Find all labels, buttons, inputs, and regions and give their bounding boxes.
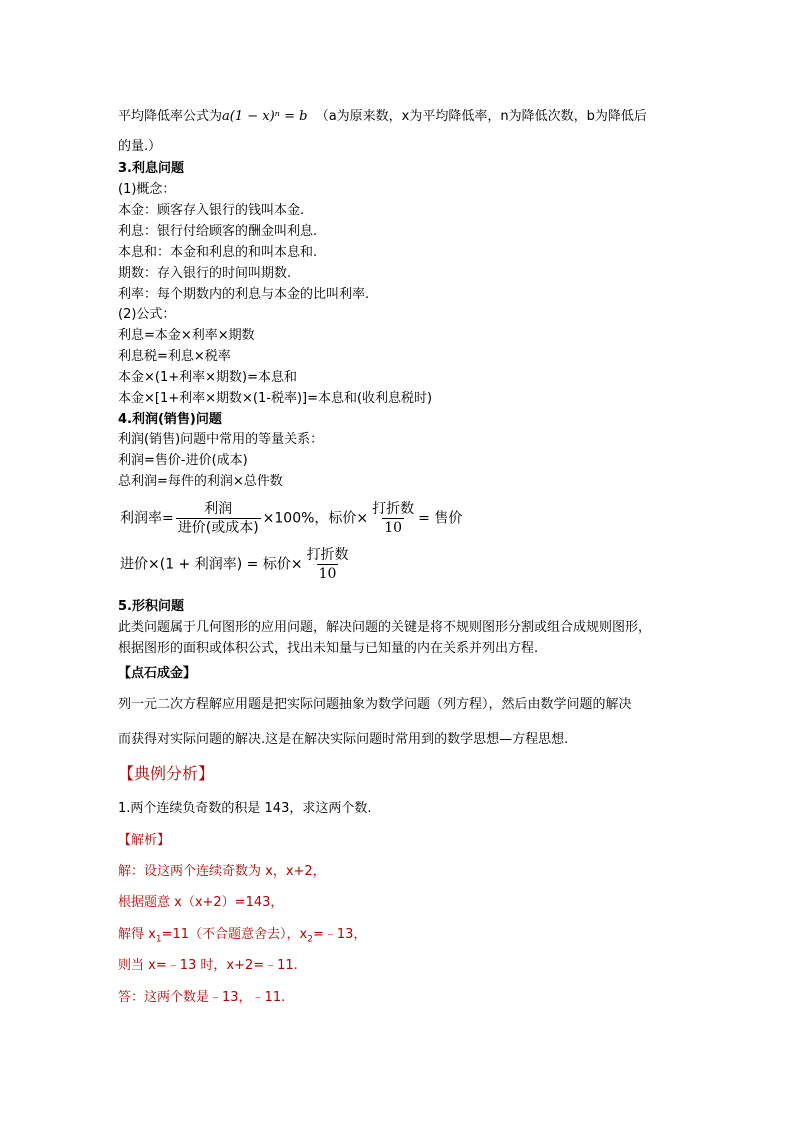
- formula-line: 利息税=利息×税率: [118, 349, 231, 364]
- example-question: 1.两个连续负奇数的积是 143，求这两个数.: [118, 801, 372, 816]
- formula-line: 利息=本金×利率×期数: [118, 328, 255, 343]
- solution-text: =11（不合题意舍去），x: [161, 927, 308, 942]
- list-item: 本金：顾客存入银行的钱叫本金.: [118, 203, 305, 218]
- profit-line: 利润(销售)问题中常用的等量关系：: [118, 432, 324, 447]
- analysis-label: 【解析】: [118, 833, 171, 848]
- list-item: 利率：每个期数内的利息与本金的比叫利率.: [118, 287, 370, 302]
- formula-text: = 售价: [418, 510, 463, 527]
- formula-text: 利润率=: [120, 510, 174, 527]
- formula-text: 进价×(1 + 利润率) = 标价×: [120, 556, 303, 573]
- formula-text: ×100%，标价×: [262, 510, 369, 527]
- fraction-numerator: 利润: [204, 501, 233, 517]
- formula-line: 本金×(1+利率×期数)=本息和: [118, 370, 297, 385]
- intro-explain-cont: 的量.）: [118, 139, 162, 154]
- intro-prefix: 平均降低率公式为: [118, 109, 223, 124]
- example-heading: 【典例分析】: [118, 764, 215, 783]
- solution-text: 解得 x: [118, 927, 156, 942]
- solution-line: 则当 x=﹣13 时，x+2=﹣11.: [118, 958, 298, 973]
- fraction-denominator: 10: [384, 520, 403, 536]
- subscript: 1: [155, 934, 162, 945]
- solution-line: 根据题意 x（x+2）=143，: [118, 895, 284, 910]
- profit-rate-formula: [120, 500, 462, 537]
- fraction-denominator: 10: [318, 566, 337, 582]
- interest-heading: 3.利息问题: [118, 161, 184, 176]
- tip-text: 列一元二次方程解应用题是把实际问题抽象为数学问题（列方程），然后由数学问题的解决: [118, 697, 632, 712]
- solution-line: [118, 926, 366, 949]
- shape-heading: 5.形积问题: [118, 599, 184, 614]
- fraction-numerator: 打折数: [372, 501, 415, 517]
- profit-line: 总利润=每件的利润×总件数: [118, 474, 283, 489]
- list-item: 期数：存入银行的时间叫期数.: [118, 266, 292, 281]
- profit-heading: 4.利润(销售)问题: [118, 412, 222, 427]
- tip-heading: 【点石成金】: [118, 666, 197, 681]
- fraction: [176, 500, 261, 537]
- decline-rate-formula: a(1 − x)ⁿ = b: [222, 109, 308, 124]
- formula-label: (2)公式：: [118, 307, 176, 322]
- answer-line: 答：这两个数是﹣13，﹣11.: [118, 990, 286, 1005]
- list-item: 利息：银行付给顾客的酬金叫利息.: [118, 224, 318, 239]
- fraction-denominator: 进价(或成本): [177, 520, 259, 536]
- tip-text: 而获得对实际问题的解决.这是在解决实际问题时常用到的数学思想—方程思想.: [118, 732, 569, 747]
- profit-line: 利润=售价-进价(成本): [118, 453, 248, 468]
- concept-label: (1)概念：: [118, 182, 176, 197]
- fraction: [370, 500, 416, 537]
- formula-line: 本金×[1+利率×期数×(1-税率)]=本息和(收利息税时): [118, 391, 433, 406]
- shape-text: 根据图形的面积或体积公式，找出未知量与已知量的内在关系并列出方程.: [118, 641, 539, 656]
- list-item: 本息和：本金和利息的和叫本息和.: [118, 245, 318, 260]
- shape-text: 此类问题属于几何图形的应用问题，解决问题的关键是将不规则图形分割或组合成规则图形，: [118, 620, 652, 635]
- subscript: 2: [307, 934, 313, 945]
- intro-explain: （a为原来数，x为平均降低率，n为降低次数，b为降低后: [315, 109, 647, 124]
- solution-text: =﹣13，: [312, 927, 367, 942]
- solution-line: 解：设这两个连续奇数为 x，x+2，: [118, 864, 326, 879]
- intro-line: [118, 108, 647, 126]
- cost-price-formula: [120, 546, 353, 583]
- fraction: [305, 546, 351, 583]
- fraction-numerator: 打折数: [306, 547, 349, 563]
